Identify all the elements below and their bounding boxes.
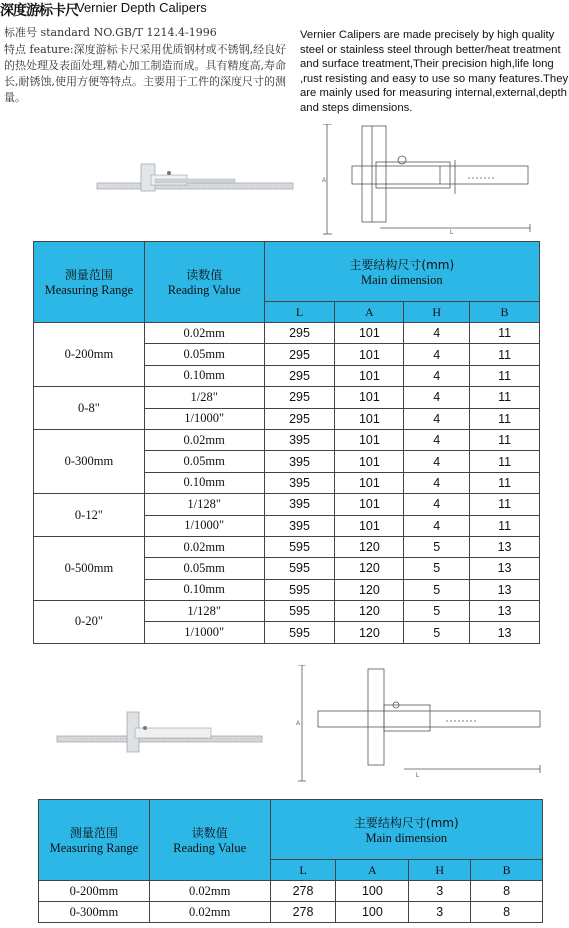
table-row (34, 429, 540, 450)
dim-l-cell: 395 (264, 494, 335, 515)
measuring-range-cell: 0-500mm (34, 536, 145, 600)
dim-h-cell: 5 (404, 536, 470, 557)
dim-h-cell: 4 (404, 494, 470, 515)
title-chinese: 深度游标卡尺 (0, 3, 78, 19)
dim-b-cell: 8 (471, 881, 543, 902)
header-col-h-2: H (409, 860, 471, 881)
dim-l-cell: 395 (264, 429, 335, 450)
dim-h-cell: 4 (404, 408, 470, 429)
dim-h-cell: 4 (404, 344, 470, 365)
dim-h-cell: 4 (404, 429, 470, 450)
dim-a-cell: 101 (335, 451, 404, 472)
dim-b-cell: 11 (470, 323, 540, 344)
header-main-dimension-2: 主要结构尺寸(mm) Main dimension (270, 800, 542, 860)
reading-value-cell: 1/128" (144, 601, 264, 622)
header-reading-value-2: 读数值 Reading Value (149, 800, 270, 881)
dim-a-cell: 101 (335, 494, 404, 515)
dim-b-cell: 8 (471, 902, 543, 923)
reading-value-cell: 1/1000" (144, 622, 264, 643)
technical-drawing-1 (320, 124, 546, 236)
dim-l-cell: 278 (270, 881, 336, 902)
measuring-range-cell: 0-200mm (39, 881, 150, 902)
dim-a-cell: 120 (335, 536, 404, 557)
dim-l-cell: 295 (264, 344, 335, 365)
dim-b-cell: 11 (470, 515, 540, 536)
dim-l-cell: 395 (264, 472, 335, 493)
dim-l-cell: 278 (270, 902, 336, 923)
dim-a-cell: 101 (335, 515, 404, 536)
dim-h-cell: 4 (404, 387, 470, 408)
depth-caliper-photo-2 (55, 708, 265, 758)
dim-b-cell: 13 (470, 558, 540, 579)
spec-table-2 (38, 799, 543, 923)
reading-value-cell: 0.05mm (144, 344, 264, 365)
dim-h-cell: 3 (409, 881, 471, 902)
reading-value-cell: 0.05mm (144, 558, 264, 579)
reading-value-cell: 0.10mm (144, 365, 264, 386)
dim-a-cell: 100 (336, 881, 409, 902)
dim-h-cell: 5 (404, 622, 470, 643)
dim-a-cell: 100 (336, 902, 409, 923)
reading-value-cell: 0.02mm (144, 536, 264, 557)
dim-h-cell: 4 (404, 472, 470, 493)
reading-value-cell: 0.02mm (149, 881, 270, 902)
dim-l-cell: 595 (264, 622, 335, 643)
reading-value-cell: 1/1000" (144, 515, 264, 536)
reading-value-cell: 0.02mm (144, 429, 264, 450)
header-measuring-range: 测量范围 Measuring Range (34, 242, 145, 323)
table-row (34, 536, 540, 557)
header-main-dimension: 主要结构尺寸(mm) Main dimension (264, 242, 539, 302)
table-row (34, 323, 540, 344)
reading-value-cell: 1/128" (144, 494, 264, 515)
dim-b-cell: 13 (470, 579, 540, 600)
header-col-l-2: L (270, 860, 336, 881)
dim-h-cell: 4 (404, 365, 470, 386)
header-measuring-range-2: 测量范围 Measuring Range (39, 800, 150, 881)
dim-a-cell: 120 (335, 622, 404, 643)
header-reading-value: 读数值 Reading Value (144, 242, 264, 323)
dim-a-cell: 101 (335, 365, 404, 386)
dim-b-cell: 11 (470, 429, 540, 450)
dim-b-cell: 13 (470, 622, 540, 643)
dim-l-cell: 595 (264, 558, 335, 579)
dim-l-cell: 595 (264, 579, 335, 600)
measuring-range-cell: 0-8" (34, 387, 145, 430)
dim-h-cell: 5 (404, 558, 470, 579)
header-col-a: A (335, 302, 404, 323)
table-row (34, 601, 540, 622)
header-col-a-2: A (336, 860, 409, 881)
dim-label-a: A (322, 178, 327, 184)
dim-a-cell: 120 (335, 579, 404, 600)
dim-h-cell: 3 (409, 902, 471, 923)
measuring-range-cell: 0-20" (34, 601, 145, 644)
standard-number: 标准号 standard NO.GB/T 1214.4-1996 (4, 26, 217, 39)
reading-value-cell: 0.10mm (144, 472, 264, 493)
depth-caliper-photo-1 (95, 160, 300, 195)
dim-l-cell: 295 (264, 408, 335, 429)
dim-b-cell: 11 (470, 344, 540, 365)
dim-l-cell: 295 (264, 387, 335, 408)
dim-h-cell: 5 (404, 601, 470, 622)
dim-b-cell: 11 (470, 387, 540, 408)
table-row (34, 387, 540, 408)
measuring-range-cell: 0-12" (34, 494, 145, 537)
dim-b-cell: 11 (470, 408, 540, 429)
table-row (39, 902, 543, 923)
dim-label-l: L (450, 230, 454, 236)
dim-a-cell: 101 (335, 387, 404, 408)
feature-description-cn: 特点 feature:深度游标卡尺采用优质钢材或不锈钢,经良好的热处理及表面处理,精心加工制造而成。具有精度高,寿命长,耐锈蚀,使用方便等特点。主要用于工件的深度尺寸的测量。 (4, 43, 287, 104)
dim-a-cell: 101 (335, 344, 404, 365)
dim-a-cell: 101 (335, 429, 404, 450)
header-col-b: B (470, 302, 540, 323)
table-row (39, 881, 543, 902)
reading-value-cell: 0.02mm (149, 902, 270, 923)
dim-label-a-2: A (296, 721, 301, 727)
dim-l-cell: 295 (264, 365, 335, 386)
title-english: Vernier Depth Calipers (76, 0, 207, 15)
dim-b-cell: 11 (470, 365, 540, 386)
dim-h-cell: 4 (404, 515, 470, 536)
dim-l-cell: 595 (264, 536, 335, 557)
dim-l-cell: 295 (264, 323, 335, 344)
header-col-b-2: B (471, 860, 543, 881)
dim-h-cell: 4 (404, 451, 470, 472)
table-row (34, 494, 540, 515)
dim-b-cell: 13 (470, 536, 540, 557)
measuring-range-cell: 0-300mm (34, 429, 145, 493)
measuring-range-cell: 0-200mm (34, 323, 145, 387)
dim-b-cell: 13 (470, 601, 540, 622)
reading-value-cell: 1/1000" (144, 408, 264, 429)
dim-a-cell: 101 (335, 408, 404, 429)
dim-h-cell: 4 (404, 323, 470, 344)
dim-h-cell: 5 (404, 579, 470, 600)
reading-value-cell: 0.02mm (144, 323, 264, 344)
reading-value-cell: 0.05mm (144, 451, 264, 472)
dim-a-cell: 120 (335, 601, 404, 622)
dim-l-cell: 595 (264, 601, 335, 622)
dim-label-l-2: L (416, 773, 420, 779)
dim-l-cell: 395 (264, 515, 335, 536)
header-col-l: L (264, 302, 335, 323)
spec-table-1 (33, 241, 540, 644)
dim-a-cell: 120 (335, 558, 404, 579)
dim-b-cell: 11 (470, 472, 540, 493)
dim-l-cell: 395 (264, 451, 335, 472)
reading-value-cell: 1/28" (144, 387, 264, 408)
reading-value-cell: 0.10mm (144, 579, 264, 600)
description-english: Vernier Calipers are made precisely by high quality steel or stainless steel through better/heat treatment and surface treatment,Their precision high,life long ,rust resisting and easy to use so many features.They are mainly used for measuring internal,external,depth and steps dimensions. (300, 29, 569, 114)
technical-drawing-2 (296, 665, 544, 783)
dim-a-cell: 101 (335, 472, 404, 493)
measuring-range-cell: 0-300mm (39, 902, 150, 923)
dim-a-cell: 101 (335, 323, 404, 344)
header-col-h: H (404, 302, 470, 323)
dim-b-cell: 11 (470, 451, 540, 472)
dim-b-cell: 11 (470, 494, 540, 515)
